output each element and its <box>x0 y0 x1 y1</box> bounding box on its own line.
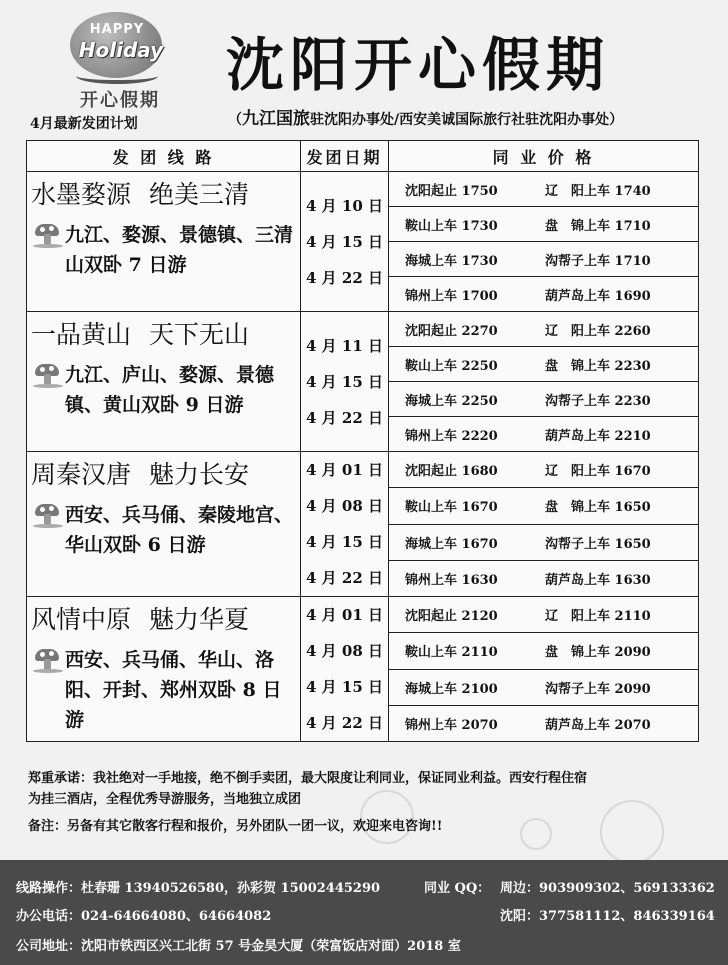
price-right: 辽 阳上车 1670 <box>545 464 651 480</box>
price-right: 葫芦岛上车 1630 <box>545 572 651 588</box>
destination-text: 九江、庐山、婺源、景德镇、黄山双卧 9 日游 <box>65 364 275 416</box>
mushroom-icon <box>31 222 65 248</box>
qq-line-2: 沈阳：377581112、846339164 <box>500 909 715 924</box>
price-cell <box>389 524 699 560</box>
price-right: 葫芦岛上车 2070 <box>545 717 651 733</box>
departure-date: 4 月 01 日 <box>306 606 383 624</box>
route-description <box>27 172 301 312</box>
price-cell <box>389 242 699 277</box>
price-cell <box>389 597 699 633</box>
price-right: 辽 阳上车 1740 <box>545 183 651 199</box>
route-slogan <box>31 458 294 492</box>
price-left: 海城上车 1670 <box>405 536 498 552</box>
route-slogan <box>31 178 294 212</box>
price-right: 葫芦岛上车 1690 <box>545 288 651 304</box>
logo-swoosh <box>76 68 158 84</box>
header-route: 发 团 线 路 <box>27 141 301 172</box>
slogan-part-b: 天下无山 <box>149 320 250 349</box>
qq-line-1: 周边：903909302、569133362 <box>500 881 715 896</box>
address: 公司地址：沈阳市铁西区兴工北街 57 号金昊大厦（荣富饭店对面）2018 室 <box>16 939 461 954</box>
price-left: 锦州上车 2070 <box>405 717 498 733</box>
price-cell <box>389 633 699 669</box>
price-right: 沟帮子上车 1650 <box>545 536 651 552</box>
price-cell <box>389 488 699 524</box>
route-destinations <box>31 500 294 560</box>
departure-date: 4 月 15 日 <box>306 372 383 391</box>
departure-date: 4 月 01 日 <box>306 461 383 479</box>
price-cell <box>389 312 699 347</box>
price-left: 锦州上车 1630 <box>405 572 498 588</box>
price-right: 盘 锦上车 1710 <box>545 218 651 234</box>
departure-date: 4 月 11 日 <box>306 336 383 355</box>
price-left: 沈阳起止 1680 <box>405 464 498 480</box>
mushroom-icon <box>31 647 65 673</box>
promise-line-1: 郑重承诺：我社绝对一手地接，绝不倒手卖团，最大限度让利同业，保证同业利益。西安行程住宿 <box>28 771 588 786</box>
notes-section <box>28 768 708 837</box>
price-right: 辽 阳上车 2260 <box>545 323 651 339</box>
route-destinations <box>31 220 294 280</box>
route-destinations <box>31 360 294 420</box>
price-left: 鞍山上车 1670 <box>405 500 498 516</box>
header <box>0 0 728 135</box>
table-row <box>27 172 699 207</box>
destination-text: 西安、兵马俑、秦陵地宫、华山双卧 6 日游 <box>65 504 294 556</box>
price-left: 鞍山上车 1730 <box>405 218 498 234</box>
departure-date: 4 月 08 日 <box>306 497 383 515</box>
table-row <box>27 452 699 488</box>
route-description <box>27 452 301 597</box>
price-right: 沟帮子上车 1710 <box>545 253 651 269</box>
departure-dates <box>301 452 389 597</box>
logo-holiday-text: Holiday <box>78 38 164 62</box>
route-description <box>27 597 301 742</box>
slogan-part-b: 魅力华夏 <box>149 605 250 634</box>
price-cell <box>389 452 699 488</box>
route-slogan <box>31 318 294 352</box>
departure-date: 4 月 10 日 <box>306 196 383 215</box>
route-table <box>26 140 699 742</box>
departure-date: 4 月 15 日 <box>306 232 383 251</box>
slogan-part-a: 风情中原 <box>31 605 132 634</box>
route-slogan <box>31 603 294 637</box>
price-right: 沟帮子上车 2090 <box>545 681 651 697</box>
slogan-part-b: 魅力长安 <box>149 460 250 489</box>
page-title: 沈阳开心假期 <box>226 31 611 99</box>
logo-happy-text: HAPPY <box>89 22 145 37</box>
price-cell <box>389 705 699 741</box>
departure-date: 4 月 15 日 <box>306 678 383 696</box>
mushroom-icon <box>31 362 65 388</box>
destination-text: 西安、兵马俑、华山、洛阳、开封、郑州双卧 8 日游 <box>65 649 282 731</box>
price-left: 海城上车 2250 <box>405 393 498 409</box>
departure-dates <box>301 172 389 312</box>
departure-date: 4 月 08 日 <box>306 642 383 660</box>
route-description <box>27 312 301 452</box>
departure-dates <box>301 597 389 742</box>
table-row <box>27 597 699 633</box>
price-cell <box>389 669 699 705</box>
departure-date: 4 月 22 日 <box>306 408 383 427</box>
table-header-row <box>27 141 699 172</box>
remark-line: 备注：另备有其它散客行程和报价，另外团队一团一议，欢迎来电咨询!! <box>28 819 443 834</box>
price-left: 海城上车 1730 <box>405 253 498 269</box>
contact-footer <box>0 860 728 965</box>
price-left: 锦州上车 1700 <box>405 288 498 304</box>
price-right: 盘 锦上车 1650 <box>545 500 651 516</box>
price-left: 海城上车 2100 <box>405 681 498 697</box>
slogan-part-a: 一品黄山 <box>31 320 132 349</box>
subtitle-open: （ <box>228 112 242 128</box>
price-left: 沈阳起止 1750 <box>405 183 498 199</box>
price-cell <box>389 277 699 312</box>
departure-date: 4 月 22 日 <box>306 569 383 587</box>
slogan-part-a: 水墨婺源 <box>31 180 132 209</box>
price-left: 鞍山上车 2110 <box>405 645 498 661</box>
price-right: 辽 阳上车 2110 <box>545 609 651 625</box>
subtitle-rest: 驻沈阳办事处/西安美诚国际旅行社驻沈阳办事处） <box>310 112 624 128</box>
header-dates: 发团日期 <box>301 141 389 172</box>
promise-line-2: 为挂三酒店，全程优秀导游服务，当地独立成团 <box>28 792 302 807</box>
destination-text: 九江、婺源、景德镇、三清山双卧 7 日游 <box>65 224 294 276</box>
price-left: 沈阳起止 2270 <box>405 323 498 339</box>
price-left: 鞍山上车 2250 <box>405 358 498 374</box>
route-destinations <box>31 645 294 735</box>
header-prices: 同 业 价 格 <box>389 141 699 172</box>
price-cell <box>389 560 699 596</box>
slogan-part-a: 周秦汉唐 <box>31 460 132 489</box>
happy-holiday-logo <box>60 8 180 111</box>
qq-label: 同业 QQ： <box>424 881 491 896</box>
subtitle <box>228 104 623 129</box>
departure-date: 4 月 15 日 <box>306 533 383 551</box>
departure-date: 4 月 22 日 <box>306 714 383 732</box>
price-left: 锦州上车 2220 <box>405 428 498 444</box>
plan-title: 4月最新发团计划 <box>30 116 138 132</box>
departure-dates <box>301 312 389 452</box>
price-cell <box>389 207 699 242</box>
logo-chinese-text: 开心假期 <box>80 90 160 111</box>
price-cell <box>389 382 699 417</box>
operators: 线路操作：杜春珊 13940526580，孙彩贺 15002445290 <box>16 881 381 896</box>
price-right: 葫芦岛上车 2210 <box>545 428 651 444</box>
departure-date: 4 月 22 日 <box>306 268 383 287</box>
price-left: 沈阳起止 2120 <box>405 609 498 625</box>
price-cell <box>389 417 699 452</box>
slogan-part-b: 绝美三清 <box>149 180 250 209</box>
table-row <box>27 312 699 347</box>
price-cell <box>389 347 699 382</box>
subtitle-agency: 九江国旅 <box>242 109 310 129</box>
price-cell <box>389 172 699 207</box>
price-right: 盘 锦上车 2090 <box>545 645 651 661</box>
price-right: 盘 锦上车 2230 <box>545 358 651 374</box>
mushroom-icon <box>31 502 65 528</box>
office-phone: 办公电话：024-64664080、64664082 <box>16 909 272 924</box>
price-right: 沟帮子上车 2230 <box>545 393 651 409</box>
